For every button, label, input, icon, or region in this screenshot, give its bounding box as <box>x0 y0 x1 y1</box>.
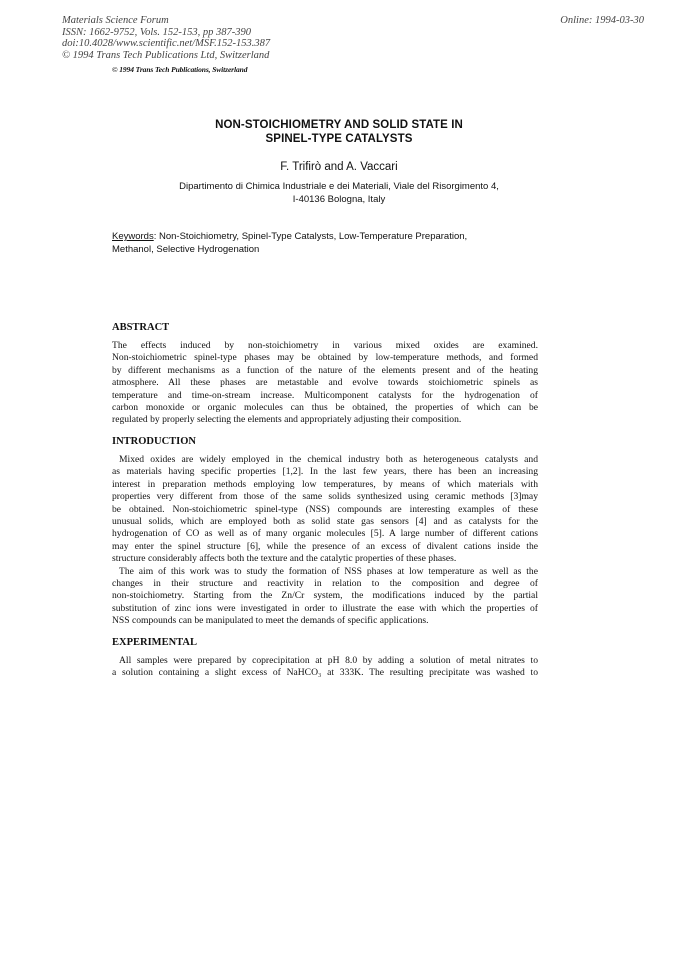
experimental-body <box>112 655 538 680</box>
journal-copyright: © 1994 Trans Tech Publications Ltd, Switzerland <box>62 49 270 61</box>
experimental-line: a solution containing a slight excess of NaHCO₃ at 333K. The resulting precipitate was washed to <box>112 667 538 679</box>
abstract-line: atmosphere. All these phases are metastable and evolve towards stoichiometric spinels as <box>112 377 538 389</box>
keywords <box>112 231 534 256</box>
introduction-line: NSS compounds can be manipulated to meet the demands of specific applications. <box>112 615 429 627</box>
introduction-line: substitution of zinc ions were investigated in order to illustrate the ease with which the properties of <box>112 602 538 614</box>
introduction-line: unusual solids, which are employed both as solid state gas sensors [4] and as catalysts for the <box>112 515 538 527</box>
abstract-line: The effects induced by non-stoichiometry in various mixed oxides are examined. <box>112 340 538 351</box>
authors: F. Trifirò and A. Vaccari <box>280 161 398 173</box>
abstract-body <box>112 340 538 427</box>
introduction-line: as materials having specific properties [1,2]. In the last few years, there has been an increasing <box>112 466 538 478</box>
introduction-line: structure considerably affects both the texture and the catalytic properties of these phases. <box>112 553 457 565</box>
abstract-line: by different mechanisms as a function of the nature of the elements present and of the heating <box>112 364 538 376</box>
affiliation <box>0 181 678 206</box>
affiliation-line: Dipartimento di Chimica Industriale e dei Materiali, Viale del Risorgimento 4, <box>179 181 499 192</box>
abstract-line: temperature and time-on-stream increase. Multicomponent catalysts for the hydrogenation of <box>112 389 538 401</box>
publisher-note: © 1994 Trans Tech Publications, Switzerland <box>112 65 248 74</box>
journal-doi: doi:10.4028/www.scientific.net/MSF.152-153.387 <box>62 38 271 49</box>
introduction-line: non-stoichiometry. Starting from the Zn/Cr system, the modifications induced by the partial <box>112 590 538 602</box>
affiliation-line: I-40136 Bologna, Italy <box>292 193 386 205</box>
introduction-line: The aim of this work was to study the formation of NSS phases at low temperature as well as the <box>119 565 538 577</box>
journal-issn: ISSN: 1662-9752, Vols. 152-153, pp 387-390 <box>62 26 251 38</box>
introduction-line: properties very different from those of the same solids synthesized using ceramic methods [3]may <box>112 491 538 503</box>
keywords-label: Keywords <box>112 231 154 242</box>
title-line: SPINEL-TYPE CATALYSTS <box>265 133 413 145</box>
journal-header <box>62 15 270 61</box>
keywords-text: Methanol, Selective Hydrogenation <box>112 243 260 255</box>
abstract-line: Non-stoichiometric spinel-type phases may be obtained by low-temperature methods, and formed <box>112 352 538 364</box>
journal-name: Materials Science Forum <box>62 15 169 26</box>
introduction-body <box>112 454 538 627</box>
abstract-heading: ABSTRACT <box>112 322 170 333</box>
abstract-line: carbon monoxide or organic molecules can thus be obtained, the properties of which can be <box>112 401 538 413</box>
introduction-line: hydrogenation of CO as well as of many organic molecules [5]. A large number of different cations <box>112 528 538 540</box>
abstract-line: regulated by properly selecting the elements and appropriately adjusting their composition. <box>112 414 462 426</box>
introduction-line: interest in preparation methods employing low temperatures, by means of which materials with <box>112 478 538 490</box>
introduction-heading: INTRODUCTION <box>112 436 197 447</box>
experimental-heading: EXPERIMENTAL <box>112 637 197 648</box>
title-line: NON-STOICHIOMETRY AND SOLID STATE IN <box>215 119 463 131</box>
paper-title <box>0 118 678 146</box>
experimental-line: All samples were prepared by coprecipitation at pH 8.0 by adding a solution of metal nitrates to <box>119 655 538 666</box>
introduction-line: changes in their structure and reactivity in relation to the composition and degree of <box>112 577 538 589</box>
keywords-text: : Non-Stoichiometry, Spinel-Type Catalysts, Low-Temperature Preparation, <box>153 231 468 242</box>
online-date: Online: 1994-03-30 <box>560 15 644 26</box>
introduction-line: Mixed oxides are widely employed in the chemical industry both as heterogeneous catalysts and <box>119 454 538 465</box>
introduction-line: be obtained. Non-stoichiometric spinel-type (NSS) compounds are interesting examples of these <box>112 503 538 515</box>
introduction-line: may enter the spinel structure [6], while the presence of an excess of divalent cations inside the <box>112 540 538 552</box>
